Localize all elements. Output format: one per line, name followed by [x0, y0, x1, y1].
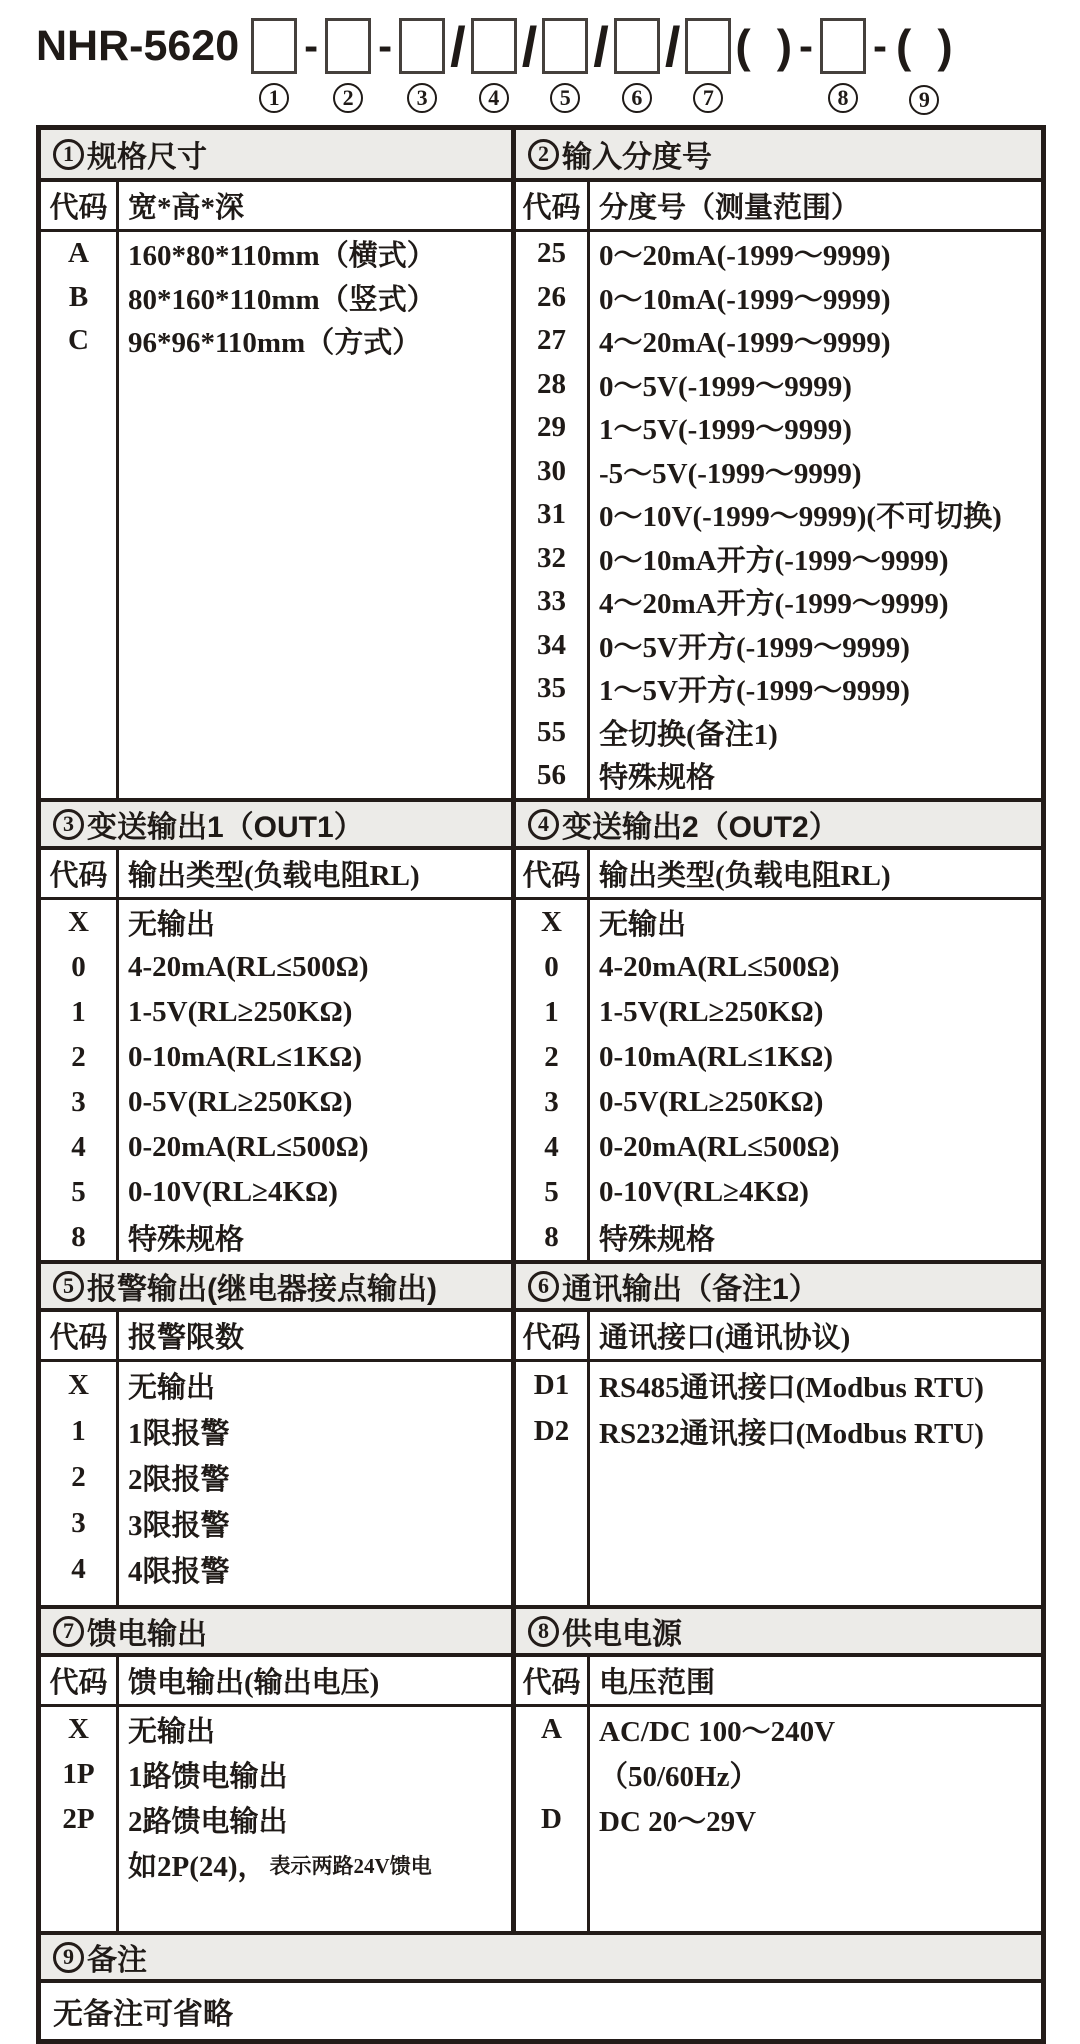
section-7 [41, 1605, 511, 1931]
circled-9: 9 [53, 1942, 84, 1973]
section-4-header [516, 798, 1041, 850]
circled-3: 3 [407, 83, 437, 113]
slash-separator: / [521, 14, 538, 78]
code-column [41, 1362, 119, 1605]
dash-separator: - [799, 22, 814, 69]
desc-cell: 0～5V开方(-1999～9999) [599, 631, 910, 664]
code-cell: 0 [71, 951, 86, 983]
desc-column [119, 1362, 511, 1605]
desc-cell: 特殊规格 [599, 1224, 716, 1256]
desc-cell: 0～10mA(-1999～9999) [599, 283, 891, 316]
circled-6: 6 [528, 1271, 559, 1302]
code-cell: 2 [71, 1460, 86, 1493]
circled-2: 2 [528, 139, 559, 170]
code-cell: D [541, 1803, 562, 1835]
slash-separator: / [664, 14, 681, 78]
code-cell: 55 [537, 715, 566, 748]
model-position-8 [820, 16, 866, 113]
desc-cell: 0-5V(RL≥250KΩ) [599, 1086, 824, 1118]
code-column [516, 232, 590, 798]
section-6-column-headers [516, 1312, 1041, 1362]
section-2-header [516, 130, 1041, 182]
code-cell: 32 [537, 541, 566, 574]
desc-cell: 1-5V(RL≥250KΩ) [128, 996, 353, 1028]
desc-cell: 无输出 [128, 1371, 216, 1404]
section-3-body [41, 900, 511, 1260]
code-cell: 2 [544, 1041, 559, 1073]
model-position-7 [685, 16, 731, 113]
desc-cell: 特殊规格 [128, 1224, 245, 1256]
desc-cell: 0-5V(RL≥250KΩ) [128, 1086, 353, 1118]
section-9-note: 无备注可省略 [53, 1998, 233, 2031]
desc-column-header: 分度号（测量范围） [599, 192, 861, 224]
section-4-column-headers [516, 850, 1041, 900]
section-7-title: 馈电输出 [87, 1618, 207, 1651]
code-box-3 [399, 18, 445, 74]
section-pair-3-4 [41, 798, 1041, 1260]
desc-column [119, 900, 511, 1260]
section-5-body [41, 1362, 511, 1605]
desc-column-header: 输出类型(负载电阻RL) [128, 860, 420, 892]
dash-separator: - [304, 22, 319, 69]
slash-separator: / [450, 14, 466, 78]
code-cell [516, 1752, 587, 1797]
circled-9: 9 [909, 85, 939, 115]
desc-cell: 特殊规格 [599, 762, 716, 795]
code-cell: 4 [544, 1131, 559, 1163]
desc-cell: 无输出 [128, 1716, 216, 1748]
section-8-column-headers [516, 1657, 1041, 1707]
code-cell: X [68, 1713, 89, 1745]
desc-cell: 无输出 [128, 909, 216, 941]
code-column-header: 代码 [41, 1312, 119, 1359]
section-pair-7-8 [41, 1605, 1041, 1931]
code-cell: 30 [537, 454, 566, 487]
section-9 [41, 1931, 1041, 2039]
code-cell: 25 [537, 237, 566, 270]
desc-column [119, 232, 511, 798]
desc-column [119, 1707, 511, 1931]
desc-column-header: 电压范围 [599, 1667, 716, 1699]
section-8-title: 供电电源 [562, 1618, 682, 1651]
code-column [41, 1707, 119, 1931]
code-cell: 1P [62, 1758, 95, 1790]
desc-cell: 0～20mA(-1999～9999) [599, 240, 891, 273]
note-small: 表示两路24V馈电 [269, 1853, 432, 1878]
section-8-body [516, 1707, 1041, 1931]
circled-8: 8 [528, 1616, 559, 1647]
section-7-column-headers [41, 1657, 511, 1707]
circled-7: 7 [693, 83, 723, 113]
desc-cell: 0-10mA(RL≤1KΩ) [128, 1041, 363, 1073]
desc-cell: 1～5V(-1999～9999) [599, 414, 852, 447]
section-3 [41, 798, 511, 1260]
code-box-5 [542, 18, 588, 74]
code-column-header: 代码 [516, 182, 590, 229]
circled-3: 3 [53, 809, 84, 840]
code-column-header: 代码 [41, 850, 119, 897]
code-cell: 5 [71, 1176, 86, 1208]
desc-column-header: 宽*高*深 [128, 192, 245, 224]
code-cell: A [68, 237, 89, 270]
section-5 [41, 1260, 511, 1605]
desc-cell: 0～10V(-1999～9999)(不可切换) [599, 501, 1002, 534]
section-4 [511, 798, 1041, 1260]
code-box-4 [471, 18, 517, 74]
section-3-title: 变送输出1（OUT1） [87, 811, 364, 844]
desc-cell: 0～10mA开方(-1999～9999) [599, 544, 949, 577]
model-code-line [0, 0, 1080, 115]
desc-cell: 1-5V(RL≥250KΩ) [599, 996, 824, 1028]
section-7-header [41, 1605, 511, 1657]
model-position-6 [614, 16, 660, 113]
code-cell: 3 [71, 1506, 86, 1539]
code-cell: 56 [537, 759, 566, 792]
desc-column [590, 1707, 1041, 1931]
code-cell: 1 [71, 1414, 86, 1447]
desc-column [590, 1362, 1041, 1605]
code-cell: 8 [71, 1221, 86, 1253]
desc-cell: -5～5V(-1999～9999) [599, 457, 862, 490]
dash-separator: - [873, 22, 888, 69]
desc-cell: 4～20mA开方(-1999～9999) [599, 588, 949, 621]
section-2 [511, 130, 1041, 798]
code-cell: 1 [544, 996, 559, 1028]
desc-cell: 0-20mA(RL≤500Ω) [128, 1131, 369, 1163]
code-cell: 31 [537, 498, 566, 531]
code-column [516, 1362, 590, 1605]
circled-5: 5 [53, 1271, 84, 1302]
desc-column-header: 馈电输出(输出电压) [128, 1667, 380, 1699]
ordering-table [36, 125, 1046, 2044]
section-8-header [516, 1605, 1041, 1657]
code-cell: A [541, 1713, 562, 1745]
model-position-5 [542, 16, 588, 113]
code-cell [41, 1842, 116, 1887]
code-cell: 8 [544, 1221, 559, 1253]
section-2-title: 输入分度号 [562, 141, 712, 174]
section-9-header [41, 1931, 1041, 1983]
model-position-2 [325, 16, 371, 113]
model-position-3 [399, 16, 445, 113]
code-cell: D2 [533, 1414, 570, 1447]
circled-4: 4 [479, 83, 509, 113]
model-prefix: NHR-5620 [36, 21, 240, 70]
desc-column [590, 900, 1041, 1260]
code-cell: 33 [537, 585, 566, 618]
code-cell: D1 [533, 1368, 570, 1401]
section-1-title: 规格尺寸 [87, 141, 207, 174]
model-position-9 [894, 16, 955, 115]
code-cell: 26 [537, 280, 566, 313]
section-5-header [41, 1260, 511, 1312]
desc-cell: 160*80*110mm（横式） [128, 240, 436, 273]
code-cell: 29 [537, 411, 566, 444]
code-cell: 35 [537, 672, 566, 705]
circled-2: 2 [333, 83, 363, 113]
section-8 [511, 1605, 1041, 1931]
desc-cell: 无输出 [599, 909, 687, 941]
paren-group: ( ) [896, 20, 953, 72]
desc-cell: 2限报警 [128, 1463, 230, 1496]
desc-cell: AC/DC 100～240V [599, 1716, 836, 1748]
code-cell: 4 [71, 1552, 86, 1585]
code-cell: 34 [537, 628, 566, 661]
code-cell: 4 [71, 1131, 86, 1163]
circled-7: 7 [53, 1616, 84, 1647]
desc-cell: 0-10mA(RL≤1KΩ) [599, 1041, 834, 1073]
code-column-header: 代码 [41, 1657, 119, 1704]
section-2-body [516, 232, 1041, 798]
code-column-header: 代码 [516, 1657, 590, 1704]
code-cell: 1 [71, 996, 86, 1028]
code-cell: X [541, 906, 562, 938]
desc-cell: 0-20mA(RL≤500Ω) [599, 1131, 840, 1163]
code-cell: C [68, 324, 89, 357]
section-5-column-headers [41, 1312, 511, 1362]
desc-column [590, 232, 1041, 798]
code-box-7 [685, 18, 731, 74]
circled-8: 8 [828, 83, 858, 113]
desc-cell: 1限报警 [128, 1417, 230, 1450]
section-4-title: 变送输出2（OUT2） [562, 811, 839, 844]
model-position-1 [251, 16, 297, 113]
section-6-body [516, 1362, 1041, 1605]
dash-separator: - [378, 22, 393, 69]
desc-cell: 4-20mA(RL≤500Ω) [128, 951, 369, 983]
desc-cell: 0～5V(-1999～9999) [599, 370, 852, 403]
desc-cell: 3限报警 [128, 1509, 230, 1542]
section-1 [41, 130, 511, 798]
code-column [41, 232, 119, 798]
code-column [41, 900, 119, 1260]
desc-cell: 1～5V开方(-1999～9999) [599, 675, 910, 708]
section-5-title: 报警输出(继电器接点输出) [87, 1273, 437, 1306]
code-column [516, 1707, 590, 1931]
section-2-column-headers [516, 182, 1041, 232]
circled-6: 6 [622, 83, 652, 113]
code-cell: 2 [71, 1041, 86, 1073]
code-box-1 [251, 18, 297, 74]
code-cell: 27 [537, 324, 566, 357]
section-1-header [41, 130, 511, 182]
circled-1: 1 [259, 83, 289, 113]
code-cell: 0 [544, 951, 559, 983]
section-9-title: 备注 [87, 1944, 147, 1977]
desc-cell: 4～20mA(-1999～9999) [599, 327, 891, 360]
desc-cell: 0-10V(RL≥4KΩ) [128, 1176, 338, 1208]
section-6-title: 通讯输出（备注1） [562, 1273, 819, 1306]
desc-cell: （50/60Hz） [599, 1761, 759, 1793]
section-pair-1-2 [41, 130, 1041, 798]
section-3-header [41, 798, 511, 850]
code-cell: B [68, 280, 89, 313]
desc-cell: 1路馈电输出 [128, 1761, 288, 1793]
desc-cell: 96*96*110mm（方式） [128, 327, 422, 360]
section-6-header [516, 1260, 1041, 1312]
note-main: 如2P(24)， [128, 1851, 267, 1883]
model-position-4 [471, 16, 517, 113]
code-cell: 3 [71, 1086, 86, 1118]
section-7-body [41, 1707, 511, 1931]
circled-4: 4 [528, 809, 559, 840]
desc-cell: RS485通讯接口(Modbus RTU) [599, 1371, 984, 1404]
code-box-2 [325, 18, 371, 74]
code-cell: 3 [544, 1086, 559, 1118]
circled-5: 5 [550, 83, 580, 113]
desc-cell: 4-20mA(RL≤500Ω) [599, 951, 840, 983]
section-4-body [516, 900, 1041, 1260]
section-1-column-headers [41, 182, 511, 232]
desc-column-header: 通讯接口(通讯协议) [599, 1322, 851, 1354]
desc-column-header: 输出类型(负载电阻RL) [599, 860, 891, 892]
code-cell: 2P [62, 1803, 95, 1835]
code-cell: 5 [544, 1176, 559, 1208]
circled-1: 1 [53, 139, 84, 170]
desc-column-header: 报警限数 [128, 1322, 245, 1354]
code-cell: X [68, 1368, 89, 1401]
code-column-header: 代码 [516, 850, 590, 897]
code-column-header: 代码 [516, 1312, 590, 1359]
code-column-header: 代码 [41, 182, 119, 229]
desc-cell: 4限报警 [128, 1555, 230, 1588]
desc-cell: 80*160*110mm（竖式） [128, 283, 436, 316]
code-cell: X [68, 906, 89, 938]
desc-cell: 全切换(备注1) [599, 718, 778, 751]
section-1-body [41, 232, 511, 798]
section-6 [511, 1260, 1041, 1605]
paren-group: ( ) [735, 20, 793, 72]
feed-output-note [119, 1842, 511, 1887]
code-box-6 [614, 18, 660, 74]
section-3-column-headers [41, 850, 511, 900]
code-cell: 28 [537, 367, 566, 400]
desc-cell: 2路馈电输出 [128, 1806, 288, 1838]
code-box-8 [820, 18, 866, 74]
desc-cell: RS232通讯接口(Modbus RTU) [599, 1417, 984, 1450]
section-pair-5-6 [41, 1260, 1041, 1605]
desc-cell: 0-10V(RL≥4KΩ) [599, 1176, 809, 1208]
slash-separator: / [593, 14, 609, 78]
code-column [516, 900, 590, 1260]
desc-cell: DC 20～29V [599, 1806, 757, 1838]
